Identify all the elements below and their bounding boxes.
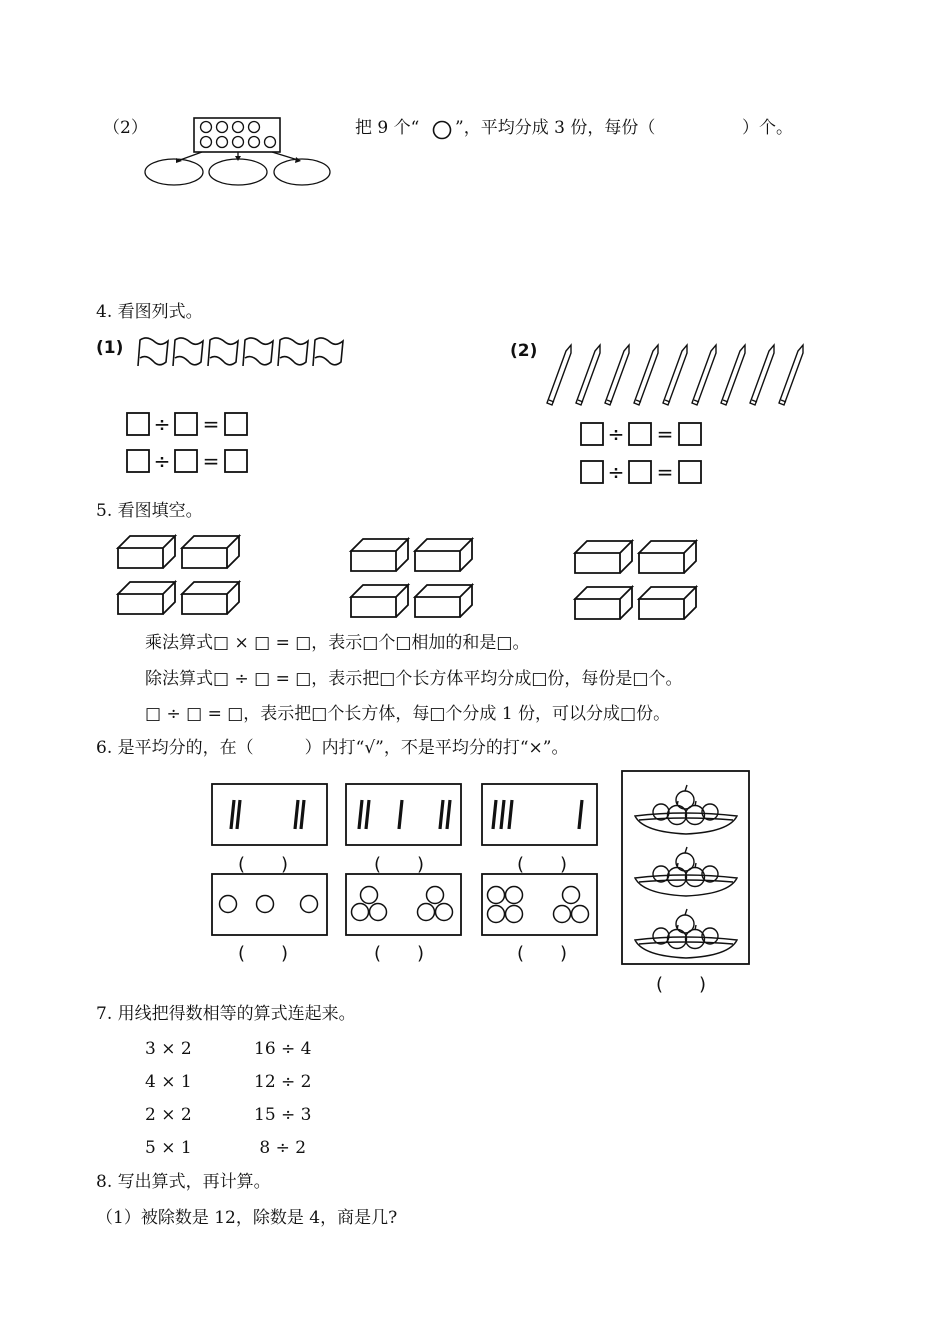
answer-box[interactable] [127,450,149,472]
q5-line-division-1: 除法算式□ ÷ □ = □，表示把□个长方体平均分成□份，每份是□个。 [145,669,683,689]
divide-sign: ÷ [153,449,171,473]
q6-answer-blank[interactable]: ( ) [374,854,425,875]
q3-2-label: （2） [103,118,148,138]
q4-p2-equation-2 [580,460,704,490]
q7-left-expression[interactable]: 4 × 1 [145,1072,192,1092]
divide-sign: ÷ [607,460,625,484]
apples-plates-box [621,770,751,966]
q3-2-text-after: ”，平均分成 3 份，每份（ [455,118,656,138]
q7-right-expression[interactable]: 8 ÷ 2 [254,1138,307,1158]
answer-box[interactable] [175,413,197,435]
divide-sign: ÷ [607,422,625,446]
sticks-box-2 [345,783,463,847]
q7-left-expression[interactable]: 2 × 2 [145,1105,192,1125]
flags-picture [135,336,355,370]
cuboid-group-2 [349,537,479,623]
q7-left-expression[interactable]: 3 × 2 [145,1039,192,1059]
answer-box[interactable] [175,450,197,472]
q8-title: 8. 写出算式，再计算。 [96,1172,271,1192]
equal-sign: = [202,449,220,473]
grouping-diagram [140,112,340,192]
q4-p1-equation-1 [126,412,250,442]
equal-sign: = [656,460,674,484]
q7-title: 7. 用线把得数相等的算式连起来。 [96,1004,356,1024]
q5-line-division-2: □ ÷ □ = □，表示把□个长方体，每□个分成 1 份，可以分成□份。 [145,704,671,724]
q3-2-text-before: 把 9 个“ [355,118,420,138]
pencils-picture [545,345,815,407]
circles-box-2 [345,873,463,937]
answer-box[interactable] [225,413,247,435]
q6-answer-blank[interactable]: ( ) [374,943,425,964]
divide-sign: ÷ [153,412,171,436]
answer-box[interactable] [581,423,603,445]
sticks-box-1 [211,783,329,847]
answer-box[interactable] [127,413,149,435]
answer-box[interactable] [679,423,701,445]
answer-box[interactable] [629,423,651,445]
equal-sign: = [202,412,220,436]
answer-box[interactable] [225,450,247,472]
answer-box[interactable] [629,461,651,483]
cuboid-group-1 [116,534,246,620]
q7-left-expression[interactable]: 5 × 1 [145,1138,192,1158]
answer-box[interactable] [679,461,701,483]
q4-title: 4. 看图列式。 [96,302,203,322]
q6-answer-blank[interactable]: ( ) [517,943,568,964]
q4-p1-label: (1) [96,338,124,358]
q7-right-expression[interactable]: 15 ÷ 3 [254,1105,312,1125]
q8-sub1: （1）被除数是 12，除数是 4，商是几? [96,1208,398,1228]
q3-2-text-end: ）个。 [742,118,793,138]
circles-box-1 [211,873,329,937]
q3-2-answer-blank[interactable] [686,118,742,138]
q4-p1-equation-2 [126,449,250,479]
circles-box-3 [481,873,599,937]
q7-right-expression[interactable]: 12 ÷ 2 [254,1072,312,1092]
q6-answer-blank[interactable]: ( ) [656,974,707,995]
cuboid-group-3 [573,539,703,625]
q7-right-expression[interactable]: 16 ÷ 4 [254,1039,312,1059]
q6-title: 6. 是平均分的，在（ ）内打“√”，不是平均分的打“×”。 [96,738,569,758]
q6-answer-blank[interactable]: ( ) [238,943,289,964]
q6-answer-blank[interactable]: ( ) [238,854,289,875]
answer-box[interactable] [581,461,603,483]
q4-p2-label: (2) [510,341,538,361]
q5-line-multiplication: 乘法算式□ × □ = □，表示□个□相加的和是□。 [145,633,530,653]
sticks-box-3 [481,783,599,847]
equal-sign: = [656,422,674,446]
q5-title: 5. 看图填空。 [96,501,203,521]
circle-symbol-icon [431,120,455,140]
q4-p2-equation-1 [580,422,704,452]
q6-answer-blank[interactable]: ( ) [517,854,568,875]
